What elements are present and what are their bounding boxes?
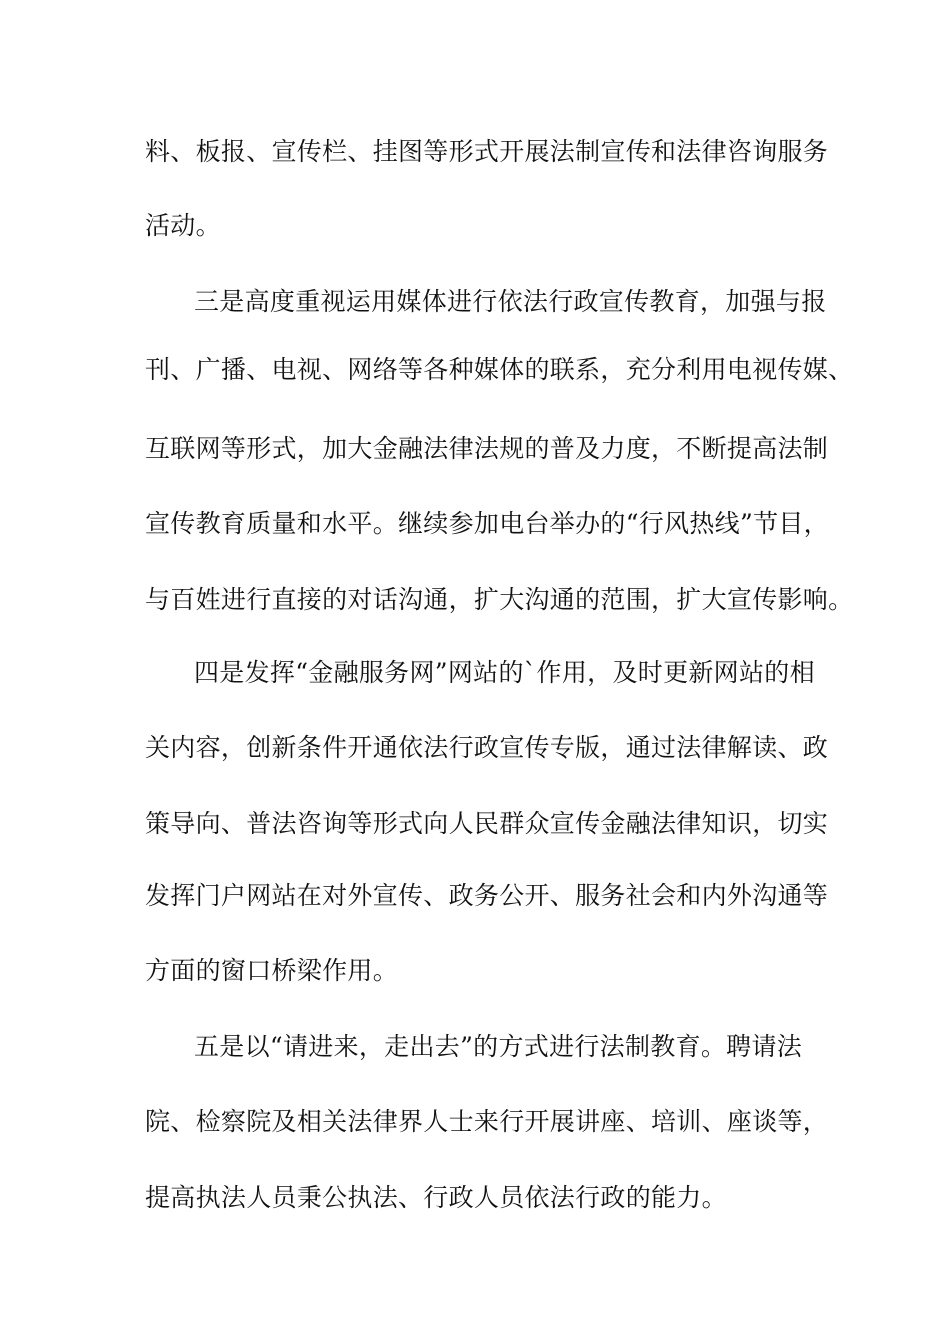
text-line-14: 院、检察院及相关法律界人士来行开展讲座、培训、座谈等， xyxy=(145,1107,829,1136)
text-line-1: 料、板报、宣传栏、挂图等形式开展法制宣传和法律咨询服务 xyxy=(145,137,829,166)
text-line-15: 提高执法人员秉公执法、行政人员依法行政的能力。 xyxy=(145,1183,727,1212)
text-line-2: 活动。 xyxy=(145,211,221,240)
text-line-4: 刊、广播、电视、网络等各种媒体的联系，充分利用电视传媒、 xyxy=(145,355,854,384)
text-line-9: 关内容，创新条件开通依法行政宣传专版，通过法律解读、政 xyxy=(145,733,829,762)
text-line-12: 方面的窗口桥梁作用。 xyxy=(145,956,399,985)
text-line-6: 宣传教育质量和水平。继续参加电台举办的“行风热线”节目， xyxy=(145,509,829,538)
paragraph-4-start: 四是发挥“金融服务网”网站的`作用，及时更新网站的相 xyxy=(194,658,815,687)
text-line-10: 策导向、普法咨询等形式向人民群众宣传金融法律知识，切实 xyxy=(145,809,829,838)
text-line-11: 发挥门户网站在对外宣传、政务公开、服务社会和内外沟通等 xyxy=(145,881,829,910)
paragraph-5-start: 五是以“请进来，走出去”的方式进行法制教育。聘请法 xyxy=(194,1032,803,1061)
paragraph-3-start: 三是高度重视运用媒体进行依法行政宣传教育，加强与报 xyxy=(194,287,827,316)
text-line-7: 与百姓进行直接的对话沟通，扩大沟通的范围，扩大宣传影响。 xyxy=(145,585,854,614)
text-line-5: 互联网等形式，加大金融法律法规的普及力度，不断提高法制 xyxy=(145,434,829,463)
